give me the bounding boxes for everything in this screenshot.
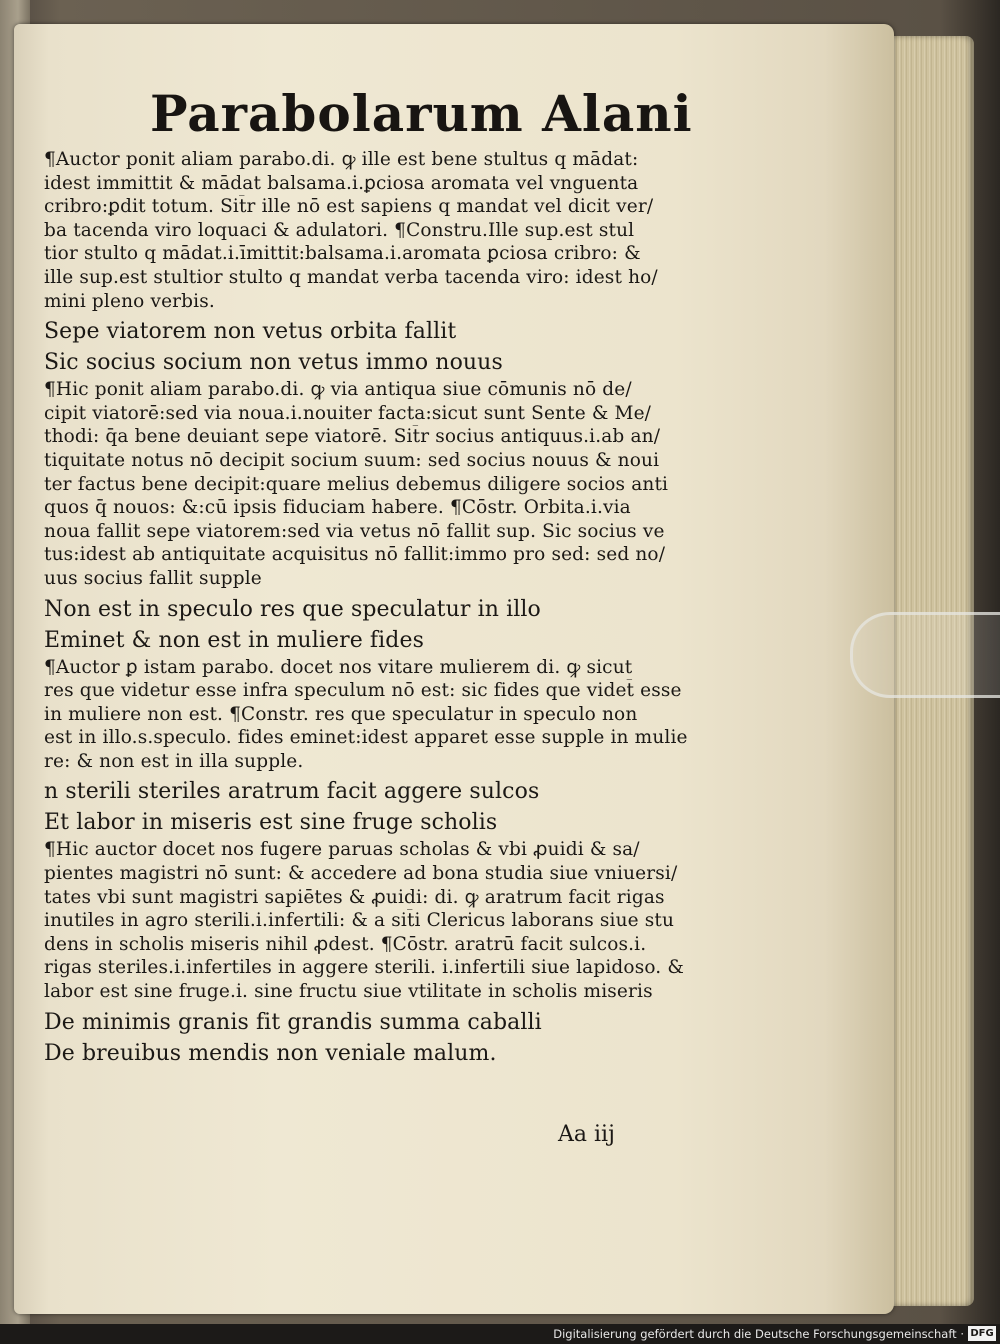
verse-line: De minimis granis fit grandis summa caballi <box>44 1009 542 1035</box>
commentary-line: res que videtur esse infra speculum nō est: sic fides que videt̄ esse <box>44 680 682 702</box>
commentary-line: inutiles in agro sterili.i.infertili: & a sit̄i Clericus laborans siue stu <box>44 910 675 932</box>
commentary-line: labor est sine fruge.i. sine fructu siue vtilitate in scholis miseris <box>44 981 653 1003</box>
commentary-line: uus socius fallit supple <box>44 567 262 589</box>
funding-credit: Digitalisierung gefördert durch die Deutsche Forschungsgemeinschaft · <box>553 1327 964 1341</box>
page-body <box>44 148 694 1069</box>
commentary-line: re: & non est in illa supple. <box>44 750 304 772</box>
commentary-line: idest immittit & mādat balsama.i.ꝑciosa aromata vel vnguenta <box>44 172 639 194</box>
commentary-line: thodi: q̄a bene deuiant sepe viatorē. Sit̄r socius antiquus.i.ab an/ <box>44 426 661 448</box>
verse-line: Sepe viatorem non vetus orbita fallit <box>44 319 457 345</box>
verse-line: Eminet & non est in muliere fides <box>44 627 424 653</box>
commentary-line: tiquitate notus nō decipit socium suum: sed socius nouus & noui <box>44 449 660 471</box>
commentary-line: quos q̄ nouos: &:cū ipsis fiduciam habere. ¶Cōstr. Orbita.i.via <box>44 497 631 519</box>
commentary-line: ba tacenda viro loquaci & adulatori. ¶Constru.Ille sup.est stul <box>44 219 635 241</box>
signature-mark: Aa iij <box>558 1122 615 1147</box>
commentary-line: ¶Hic ponit aliam parabo.di. ꝙ via antiqua siue cōmunis nō de/ <box>44 379 632 401</box>
commentary-line: est in illo.s.speculo. fides eminet:idest apparet esse supple in mulie <box>44 727 688 749</box>
footer-bar <box>0 1324 1000 1344</box>
commentary-line: in muliere non est. ¶Constr. res que speculatur in speculo non <box>44 703 638 725</box>
commentary-line: ille sup.est stultior stulto q mandat verba tacenda viro: idest ho/ <box>44 266 658 288</box>
commentary-line: cribro:ꝑdit totum. Sit̄r ille nō est sapiens q mandat vel dicit ver/ <box>44 196 654 218</box>
bookmark-clip <box>850 612 1000 698</box>
commentary-line: tus:idest ab antiquitate acquisitus nō fallit:immo pro sed: sed no/ <box>44 544 666 566</box>
commentary-line: ¶Auctor ponit aliam parabo.di. ꝙ ille est bene stultus q mādat: <box>44 149 639 170</box>
commentary-line: tior stulto q mādat.i.īmittit:balsama.i.aromata ꝑciosa cribro: & <box>44 243 641 265</box>
commentary-line: rigas steriles.i.infertiles in aggere sterili. i.infertili siue lapidoso. & <box>44 957 684 979</box>
commentary-line: dens in scholis miseris nihil ꝓdest. ¶Cōstr. aratrū facit sulcos.i. <box>44 933 647 955</box>
verse-line: n sterili steriles aratrum facit aggere sulcos <box>44 779 540 805</box>
commentary-line: ter factus bene decipit:quare melius debemus diligere socios anti <box>44 473 669 495</box>
dfg-logo: DFG <box>968 1326 996 1341</box>
commentary-line: cipit viatorē:sed via noua.i.nouiter facta:sicut sunt Sente & Me/ <box>44 402 652 424</box>
commentary-line: tates vbi sunt magistri sapiētes & ꝓuidi: di. ꝙ aratrum facit rigas <box>44 886 665 908</box>
commentary-line: ¶Hic auctor docet nos fugere paruas scholas & vbi ꝓuidi & sa/ <box>44 839 640 861</box>
commentary-line: pientes magistri nō sunt: & accedere ad bona studia siue vniuersi/ <box>44 863 678 885</box>
verse-line: De breuibus mendis non veniale malum. <box>44 1040 497 1066</box>
verse-line: Sic socius socium non vetus immo nouus <box>44 350 503 376</box>
commentary-line: mini pleno verbis. <box>44 290 215 312</box>
commentary-line: ¶Auctor ꝑ istam parabo. docet nos vitare mulierem di. ꝙ sicut <box>44 656 633 678</box>
commentary-line: noua fallit sepe viatorem:sed via vetus nō fallit sup. Sic socius ve <box>44 520 665 542</box>
running-header: Parabolarum Alani <box>150 84 693 143</box>
verse-line: Non est in speculo res que speculatur in illo <box>44 596 541 622</box>
verse-line: Et labor in miseris est sine fruge scholis <box>44 810 498 836</box>
